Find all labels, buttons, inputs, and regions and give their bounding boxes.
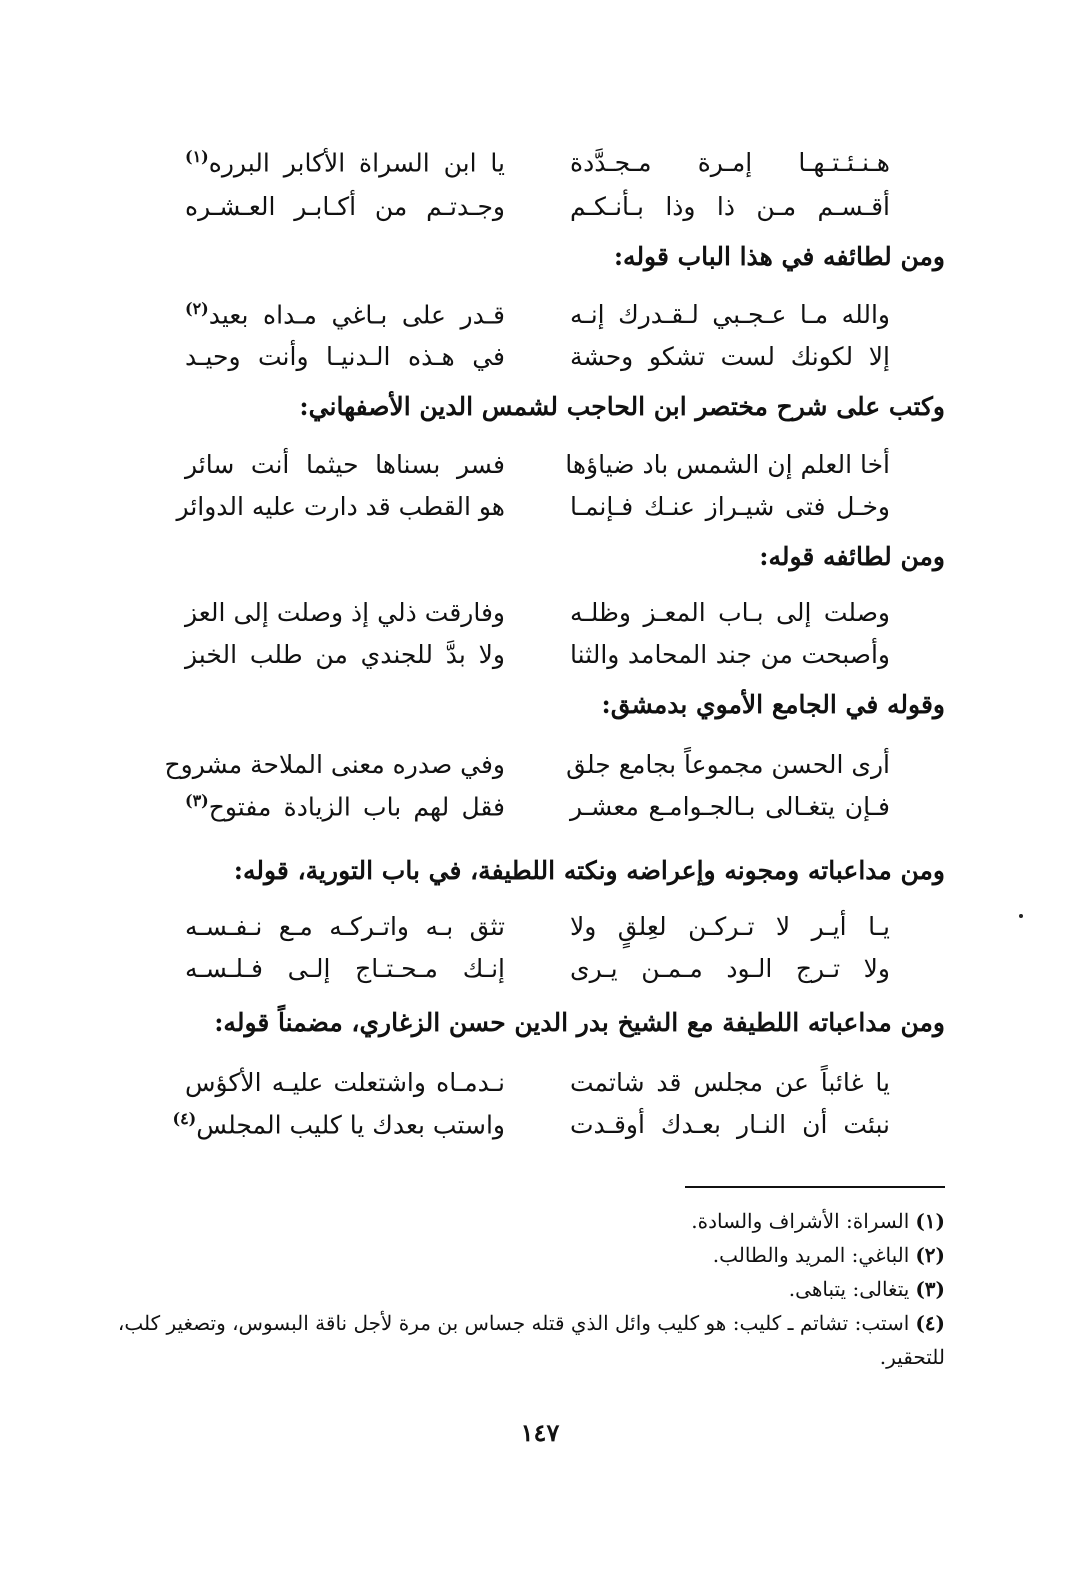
footnote-number: (٤): [915, 1311, 945, 1335]
verse-line: [0, 590, 1080, 634]
intro-line: وكتب على شرح مختصر ابن الحاجب لشمس الدين الأصفهاني:: [299, 392, 945, 421]
verse-second-hemistich: في هـذه الـدنيـا وأنت وحيـد: [185, 341, 505, 371]
verse-second-hemistich: وفي صدره معنى الملاحة مشروح: [164, 749, 505, 779]
footnote-marker: (٢): [185, 298, 209, 318]
footnote-text: الباغي: المريد والطالب.: [712, 1243, 910, 1267]
verse-first-hemistich: فـإن يتغـالى بـالجـوامـع معشـر: [570, 791, 890, 821]
verse-line: [0, 292, 1080, 336]
intro-line: وقوله في الجامع الأموي بدمشق:: [601, 690, 945, 719]
verse-first-hemistich: وخـل فتى شيـراز عنـك فـإنمـا: [570, 491, 890, 521]
footnote-number: (١): [915, 1209, 945, 1233]
verse-first-hemistich: أقـسـم مـن ذا وذا بـأنـكـم: [570, 191, 890, 221]
footnote-number: (٣): [915, 1277, 945, 1301]
footnote-marker: (٤): [172, 1108, 197, 1128]
verse-line: [0, 946, 1080, 990]
intro-line: ومن مداعباته ومجونه وإعراضه ونكته اللطيفة، في باب التورية، قوله:: [233, 856, 945, 885]
footnote: [115, 1306, 945, 1374]
verse-second-hemistich: فسر بسناها حيثما أنت سائر: [185, 449, 505, 479]
verse-first-hemistich: يـا أيـر لا تـركـن لعِلقٍ ولا: [570, 911, 890, 941]
intro-line: ومن لطائفه قوله:: [759, 542, 945, 571]
verse-first-hemistich: وصلت إلى بـاب المعـز وظلـه: [570, 597, 890, 627]
verse-first-hemistich: إلا لكونك لست تشكو وحشة: [570, 341, 890, 371]
page-number: ١٤٧: [520, 1418, 560, 1447]
verse-line: [0, 1102, 1080, 1146]
verse-line: [0, 1060, 1080, 1104]
scan-speck: [1019, 914, 1023, 918]
verse-second-hemistich: ولا بدَّ للجندي من طلب الخبز: [185, 639, 505, 669]
footnote-separator: [685, 1186, 945, 1188]
verse-second-hemistich: إنـك مـحـتـاج إلـى فـلـسـه: [185, 953, 505, 983]
footnote: [120, 1238, 945, 1272]
verse-line: [0, 184, 1080, 228]
verse-first-hemistich: أرى الحسن مجموعاً بجامع جلق: [566, 749, 890, 779]
verse-second-hemistich: واستب بعدك يا كليب المجلس$^{(٤)}$: [172, 1108, 505, 1140]
verse-second-hemistich: هو القطب قد دارت عليه الدوائر: [176, 491, 505, 521]
footnote-number: (٢): [915, 1243, 945, 1267]
verse-first-hemistich: هـنـئـتـهـا إمـرة مـجـدَّدة: [570, 147, 890, 177]
verse-first-hemistich: أخا العلم إن الشمس باد ضياؤها: [565, 449, 890, 479]
footnote: [120, 1204, 945, 1238]
verse-line: [0, 632, 1080, 676]
verse-line: [0, 140, 1080, 184]
intro-line: ومن لطائفه في هذا الباب قوله:: [613, 242, 945, 271]
footnote-text: استب: تشاتم ـ كليب: هو كليب وائل الذي قتله جساس بن مرة لأجل ناقة البسوس، وتصغير كلب، للتحقير.: [117, 1311, 945, 1369]
verse-line: [0, 904, 1080, 948]
verse-second-hemistich: فقل لهم باب الزيادة مفتوح$^{(٣)}$: [185, 790, 505, 822]
verse-first-hemistich: ولا تـرج الـود مـمـن يـرى: [570, 953, 890, 983]
verse-line: [0, 334, 1080, 378]
footnote-marker: (٣): [185, 790, 209, 810]
footnote-text: السراة: الأشراف والسادة.: [691, 1209, 910, 1233]
verse-second-hemistich: يا ابن السراة الأكابر البرره$^{(١)}$: [185, 146, 505, 178]
intro-line: ومن مداعباته اللطيفة مع الشيخ بدر الدين حسن الزغاري، مضمناً قوله:: [214, 1008, 945, 1037]
verse-second-hemistich: نـدمـاه واشتعلت عليـه الأكؤس: [185, 1067, 505, 1097]
footnote-text: يتغالى: يتباهى.: [788, 1277, 910, 1301]
verse-first-hemistich: نبئت أن النـار بعـدك أوقـدت: [570, 1109, 890, 1139]
verse-second-hemistich: قـدر على بـاغي مـداه بعيد$^{(٢)}$: [185, 298, 505, 330]
verse-second-hemistich: وفارقت ذلي إذ وصلت إلى العز: [185, 597, 505, 627]
verse-second-hemistich: وجـدتـم من أكـابـر العـشـره: [185, 191, 505, 221]
verse-second-hemistich: تثق بـه واتـركـه مـع نـفـسـه: [185, 911, 505, 941]
verse-line: [0, 442, 1080, 486]
verse-first-hemistich: وأصبحت من جند المحامد والثنا: [570, 639, 890, 669]
verse-line: [0, 742, 1080, 786]
verse-line: [0, 484, 1080, 528]
verse-first-hemistich: والله مـا عـجـبي لـقـدرك إنـه: [570, 299, 890, 329]
verse-first-hemistich: يا غائباً عن مجلس قد شاتمت: [570, 1067, 890, 1097]
footnote: [120, 1272, 945, 1306]
verse-line: [0, 784, 1080, 828]
footnote-marker: (١): [185, 146, 209, 166]
